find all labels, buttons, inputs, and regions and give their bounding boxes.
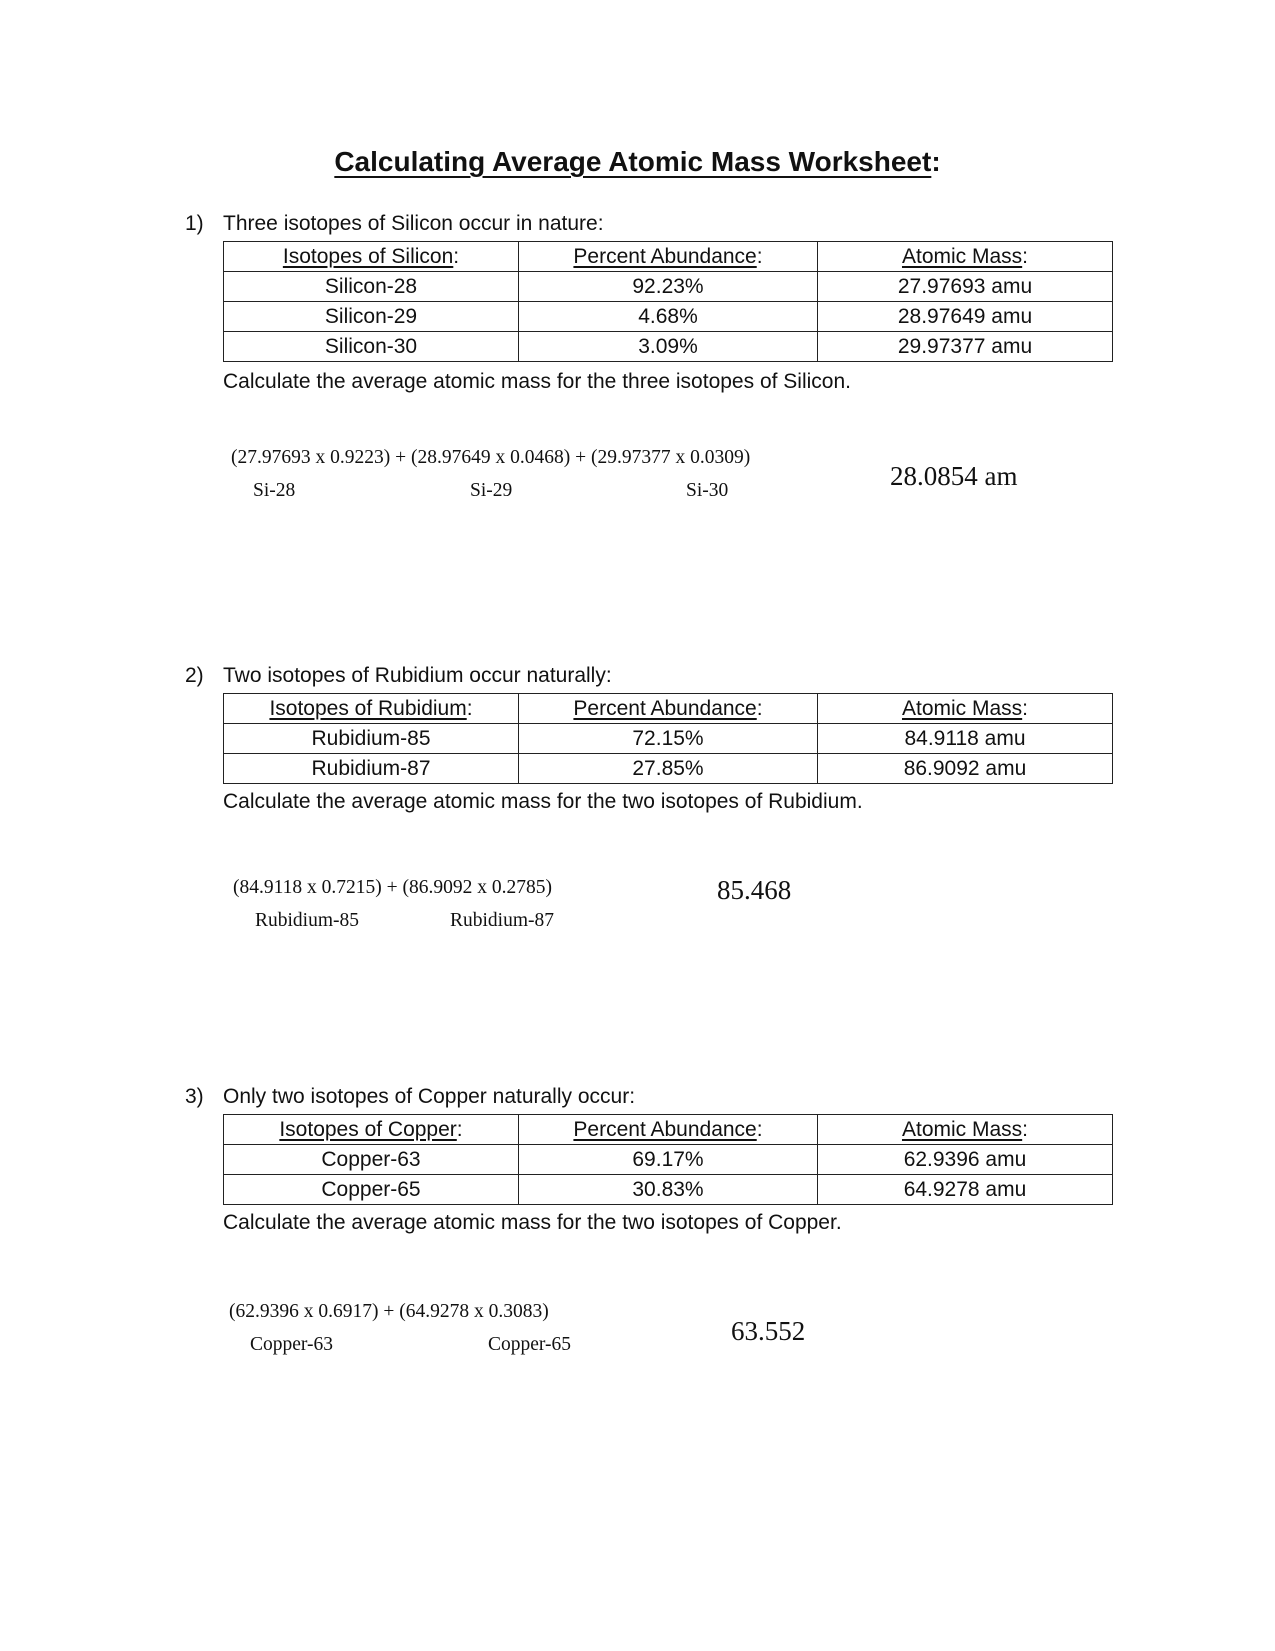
mass-cell: 28.97649 amu (818, 302, 1113, 332)
isotope-cell: Silicon-30 (224, 332, 519, 362)
question-1-prompt: Three isotopes of Silicon occur in nature: (223, 212, 604, 235)
question-2-answer: 85.468 (717, 875, 792, 905)
table-row (224, 1145, 1113, 1175)
rubidium-isotope-table (223, 693, 1113, 784)
question-3-prompt: Only two isotopes of Copper naturally occur: (223, 1085, 636, 1108)
isotope-cell: Silicon-28 (224, 272, 519, 302)
table-row (224, 1175, 1113, 1205)
header-cell: Percent Abundance: (519, 242, 818, 272)
work-label: Copper-65 (488, 1334, 572, 1355)
mass-cell: 84.9118 amu (818, 724, 1113, 754)
table-row (224, 724, 1113, 754)
header-cell: Atomic Mass: (818, 242, 1113, 272)
table-header-row (224, 694, 1113, 724)
question-3-number: 3) (185, 1085, 204, 1108)
table-row (224, 332, 1113, 362)
page-title: Calculating Average Atomic Mass Worksheet: (334, 146, 941, 177)
work-label: Si-29 (470, 480, 513, 501)
table-header-row (224, 242, 1113, 272)
question-3-work: (62.9396 x 0.6917) + (64.9278 x 0.3083) (229, 1301, 549, 1322)
header-cell: Atomic Mass: (818, 1115, 1113, 1145)
isotope-cell: Rubidium-87 (224, 754, 519, 784)
isotope-cell: Silicon-29 (224, 302, 519, 332)
question-2-number: 2) (185, 664, 204, 687)
mass-cell: 64.9278 amu (818, 1175, 1113, 1205)
table-row (224, 754, 1113, 784)
table-row (224, 272, 1113, 302)
header-cell: Percent Abundance: (519, 694, 818, 724)
mass-cell: 29.97377 amu (818, 332, 1113, 362)
header-cell: Isotopes of Silicon: (224, 242, 519, 272)
question-3-answer: 63.552 (731, 1316, 806, 1346)
abundance-cell: 92.23% (519, 272, 818, 302)
abundance-cell: 69.17% (519, 1145, 818, 1175)
abundance-cell: 27.85% (519, 754, 818, 784)
work-label: Rubidium-87 (450, 910, 555, 931)
question-1-answer: 28.0854 am (890, 461, 1018, 491)
work-label: Copper-63 (250, 1334, 334, 1355)
question-2-prompt: Two isotopes of Rubidium occur naturally: (223, 664, 612, 687)
header-cell: Isotopes of Rubidium: (224, 694, 519, 724)
mass-cell: 62.9396 amu (818, 1145, 1113, 1175)
abundance-cell: 72.15% (519, 724, 818, 754)
copper-isotope-table (223, 1114, 1113, 1205)
question-3-instruction: Calculate the average atomic mass for the two isotopes of Copper. (223, 1211, 842, 1234)
isotope-cell: Copper-65 (224, 1175, 519, 1205)
silicon-isotope-table (223, 241, 1113, 362)
abundance-cell: 30.83% (519, 1175, 818, 1205)
question-2-instruction: Calculate the average atomic mass for the two isotopes of Rubidium. (223, 790, 863, 813)
work-label: Rubidium-85 (255, 910, 360, 931)
table-row (224, 302, 1113, 332)
work-label: Si-28 (253, 480, 296, 501)
abundance-cell: 3.09% (519, 332, 818, 362)
isotope-cell: Copper-63 (224, 1145, 519, 1175)
header-cell: Atomic Mass: (818, 694, 1113, 724)
header-cell: Isotopes of Copper: (224, 1115, 519, 1145)
mass-cell: 27.97693 amu (818, 272, 1113, 302)
isotope-cell: Rubidium-85 (224, 724, 519, 754)
question-1-instruction: Calculate the average atomic mass for the three isotopes of Silicon. (223, 370, 851, 393)
mass-cell: 86.9092 amu (818, 754, 1113, 784)
abundance-cell: 4.68% (519, 302, 818, 332)
work-label: Si-30 (686, 480, 729, 501)
question-2-work: (84.9118 x 0.7215) + (86.9092 x 0.2785) (233, 877, 552, 898)
header-cell: Percent Abundance: (519, 1115, 818, 1145)
question-1-work: (27.97693 x 0.9223) + (28.97649 x 0.0468) + (29.97377 x 0.0309) (231, 447, 751, 468)
table-header-row (224, 1115, 1113, 1145)
question-1-number: 1) (185, 212, 204, 235)
